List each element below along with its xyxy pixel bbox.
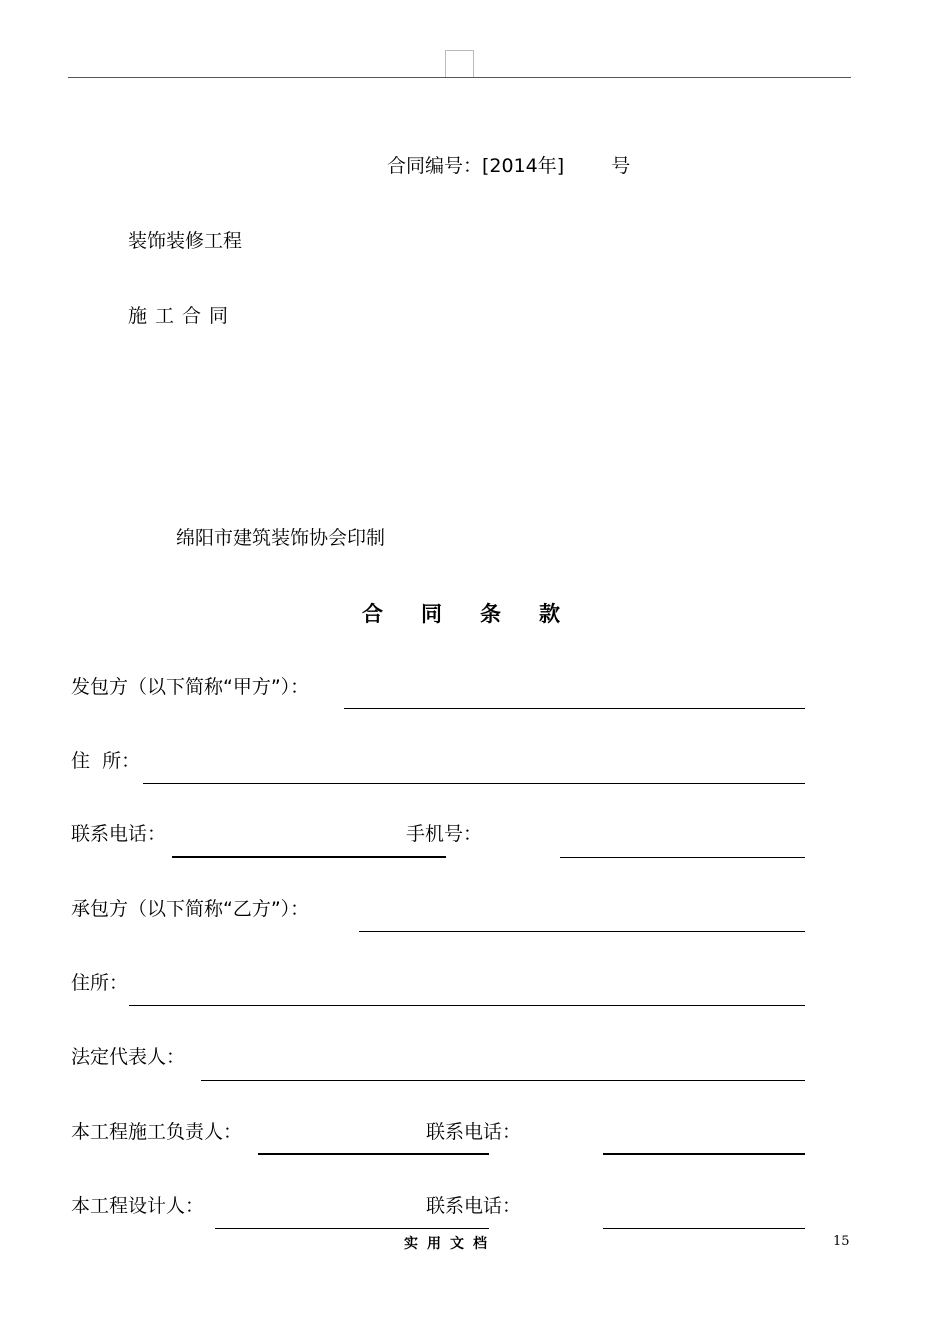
employer-address-label: 住 所：: [71, 750, 141, 772]
construction-lead-input-line[interactable]: [258, 1153, 489, 1155]
employer-mobile-label: 手机号：: [406, 823, 483, 845]
contractor-address-label: 住所：: [71, 972, 129, 994]
legal-rep-label: 法定代表人：: [71, 1046, 186, 1068]
cover-title-line1: 装饰装修工程: [128, 230, 243, 252]
designer-input-line[interactable]: [215, 1228, 489, 1229]
contractor-label: 承包方（以下简称“乙方”）：: [71, 898, 310, 920]
contract-number-suffix: 号: [611, 155, 631, 177]
footer-label: 实用文档: [404, 1236, 496, 1252]
employer-address-input-line[interactable]: [143, 783, 805, 784]
contract-number-label: 合同编号：[2014年]: [387, 155, 565, 177]
employer-phone-label: 联系电话：: [71, 823, 167, 845]
designer-phone-label: 联系电话：: [426, 1195, 522, 1217]
construction-lead-phone-label: 联系电话：: [426, 1121, 522, 1143]
printer-credit: 绵阳市建筑装饰协会印制: [176, 527, 386, 549]
employer-label: 发包方（以下简称“甲方”）：: [71, 676, 310, 698]
clauses-title: 合同条款: [362, 602, 598, 626]
page-number: 15: [833, 1234, 850, 1249]
legal-rep-input-line[interactable]: [201, 1080, 805, 1081]
header-rule: [68, 77, 851, 78]
header-marker-box: [445, 50, 474, 78]
cover-title-line2: 施工合同: [128, 305, 237, 327]
contractor-address-input-line[interactable]: [129, 1005, 805, 1006]
contract-number: [387, 154, 630, 178]
employer-phone-input-line[interactable]: [172, 856, 446, 858]
employer-mobile-input-line[interactable]: [560, 857, 805, 858]
contractor-input-line[interactable]: [359, 931, 805, 932]
employer-input-line[interactable]: [344, 708, 805, 709]
construction-lead-phone-input-line[interactable]: [603, 1153, 805, 1155]
construction-lead-label: 本工程施工负责人：: [71, 1121, 243, 1143]
designer-phone-input-line[interactable]: [603, 1228, 805, 1229]
designer-label: 本工程设计人：: [71, 1195, 205, 1217]
